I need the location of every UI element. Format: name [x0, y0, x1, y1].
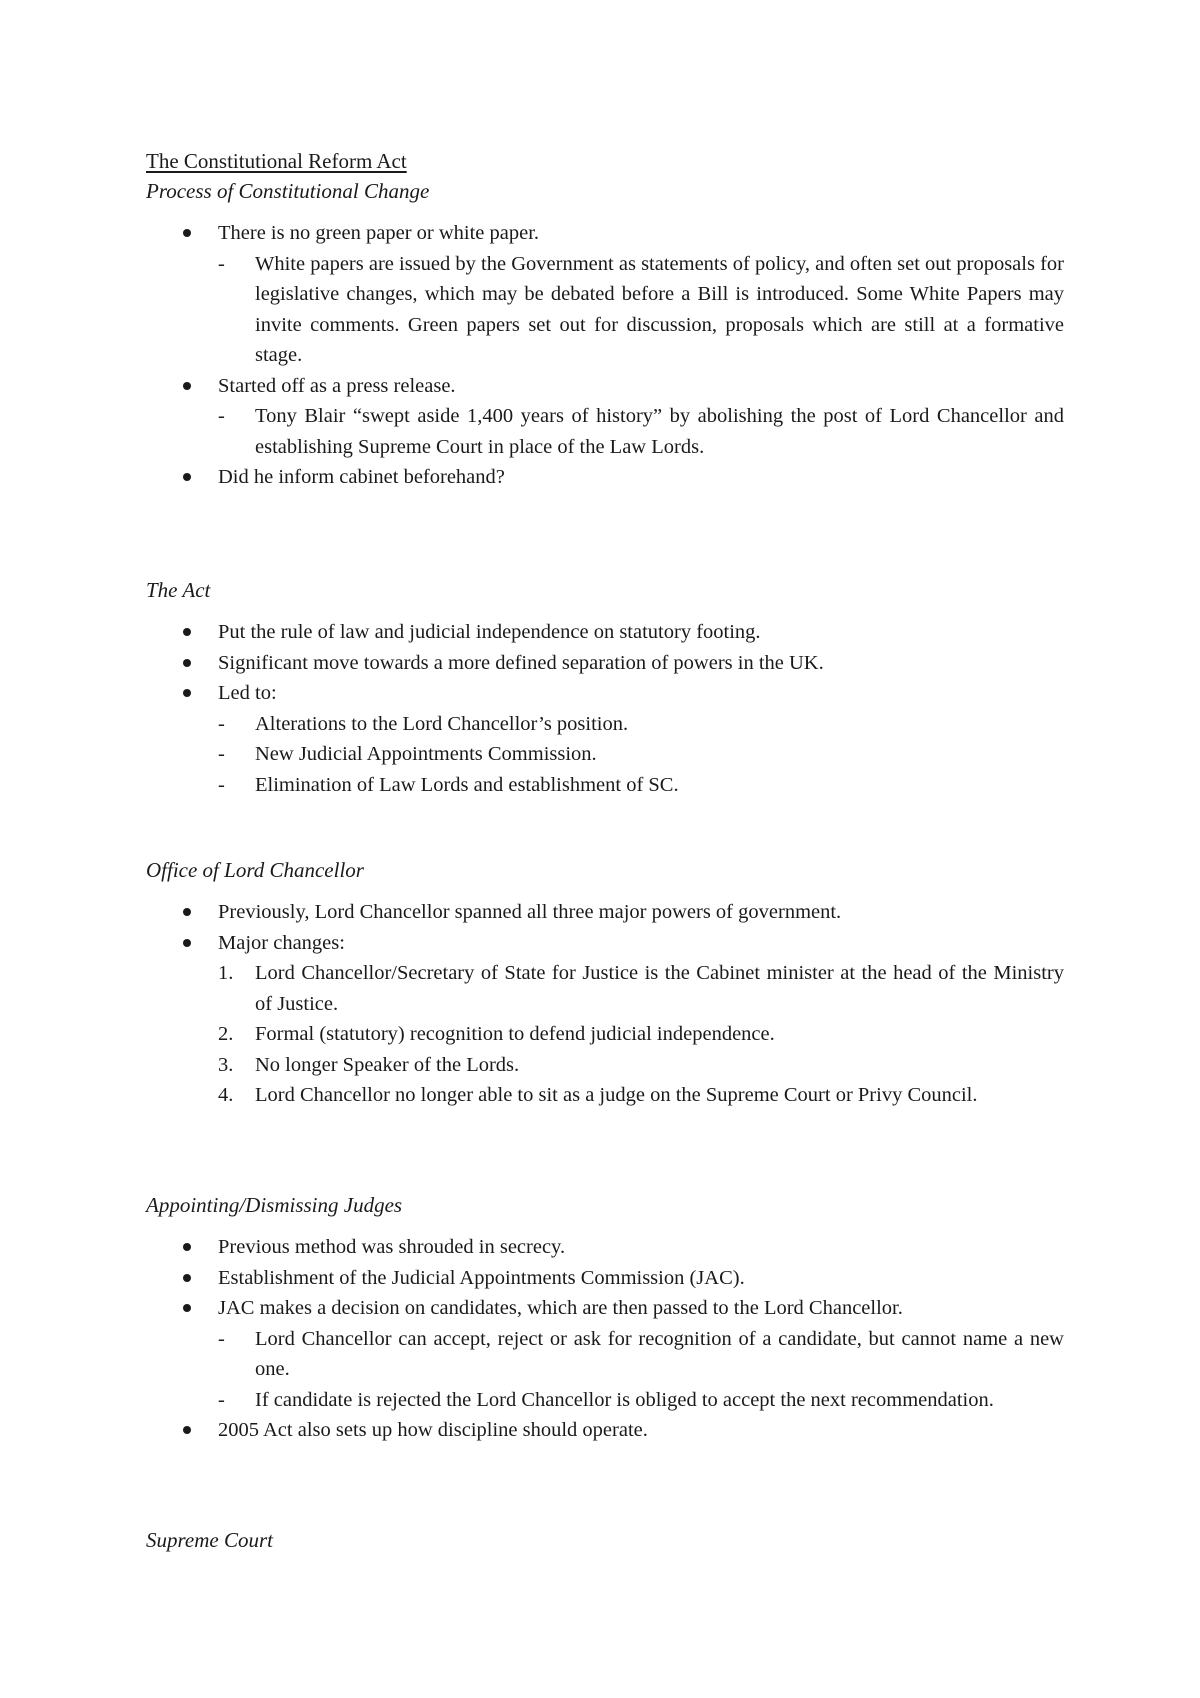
section-the-act	[146, 575, 1064, 800]
bullet-item	[146, 678, 1064, 800]
bullet-icon	[183, 659, 191, 667]
section-heading: Supreme Court	[146, 1528, 273, 1552]
bullet-icon	[183, 229, 191, 237]
number-marker: 4.	[218, 1084, 234, 1106]
dash-text: Lord Chancellor can accept, reject or ask for recognition of a candidate, but cannot name a new one.	[255, 1327, 1064, 1380]
dash-marker: -	[218, 1388, 225, 1411]
dash-list	[218, 249, 1064, 371]
number-marker: 2.	[218, 1023, 234, 1045]
dash-item	[146, 401, 1064, 462]
bullet-item	[146, 1263, 1064, 1294]
bullet-icon	[183, 1274, 191, 1282]
number-marker: 1.	[218, 962, 234, 984]
numbered-text: Lord Chancellor/Secretary of State for Justice is the Cabinet minister at the head of the Ministry of Justice.	[255, 962, 1064, 1015]
bullet-text: Started off as a press release.	[218, 374, 456, 397]
bullet-item	[146, 928, 1064, 1111]
section-appointing-judges	[146, 1190, 1064, 1446]
dash-text: New Judicial Appointments Commission.	[255, 743, 597, 765]
section-heading: Appointing/Dismissing Judges	[146, 1193, 403, 1217]
numbered-list	[218, 958, 1064, 1111]
dash-marker: -	[218, 712, 225, 735]
section-process	[146, 176, 1064, 493]
dash-list	[218, 1324, 1064, 1416]
bullet-item	[146, 1232, 1064, 1263]
dash-item	[146, 1324, 1064, 1385]
numbered-text: No longer Speaker of the Lords.	[255, 1053, 520, 1076]
bullet-item	[146, 1293, 1064, 1415]
section-heading: Office of Lord Chancellor	[146, 858, 364, 882]
dash-item	[146, 770, 1064, 801]
bullet-item	[146, 648, 1064, 679]
bullet-icon	[183, 473, 191, 481]
number-marker: 3.	[218, 1053, 234, 1076]
dash-text: Tony Blair “swept aside 1,400 years of history” by abolishing the post of Lord Chancellor and establishing Supreme Court in place of the Law Lords.	[255, 405, 1064, 458]
dash-text: If candidate is rejected the Lord Chancellor is obliged to accept the next recommendation.	[255, 1388, 994, 1411]
bullet-list	[146, 218, 1064, 493]
dash-text: Alterations to the Lord Chancellor’s position.	[255, 712, 629, 735]
dash-marker: -	[218, 1327, 225, 1350]
bullet-icon	[183, 1243, 191, 1251]
bullet-text: Major changes:	[218, 931, 345, 954]
bullet-text: There is no green paper or white paper.	[218, 222, 540, 244]
bullet-icon	[183, 1426, 191, 1434]
bullet-text: JAC makes a decision on candidates, which are then passed to the Lord Chancellor.	[218, 1297, 903, 1319]
bullet-item	[146, 462, 1064, 493]
dash-text: White papers are issued by the Government as statements of policy, and often set out proposals for legislative changes, which may be debated before a Bill is introduced. Some White Papers may invite comments. Green papers set out for discussion, proposals which are still at a formative stage.	[255, 252, 1064, 366]
bullet-text: Significant move towards a more defined separation of powers in the UK.	[218, 651, 824, 674]
bullet-text: Previously, Lord Chancellor spanned all three major powers of government.	[218, 901, 842, 923]
dash-item	[146, 709, 1064, 740]
bullet-icon	[183, 382, 191, 390]
bullet-list	[146, 617, 1064, 800]
bullet-icon	[183, 1304, 191, 1312]
dash-marker: -	[218, 405, 225, 427]
bullet-text: Establishment of the Judicial Appointments Commission (JAC).	[218, 1266, 745, 1289]
dash-list	[218, 401, 1064, 462]
dash-item	[146, 739, 1064, 770]
dash-item	[146, 249, 1064, 371]
bullet-item	[146, 1415, 1064, 1446]
numbered-text: Lord Chancellor no longer able to sit as a judge on the Supreme Court or Privy Council.	[255, 1084, 978, 1106]
bullet-item	[146, 617, 1064, 648]
bullet-list	[146, 897, 1064, 1111]
dash-marker: -	[218, 743, 225, 765]
section-lord-chancellor	[146, 855, 1064, 1111]
bullet-text: 2005 Act also sets up how discipline should operate.	[218, 1419, 648, 1441]
bullet-text: Previous method was shrouded in secrecy.	[218, 1236, 566, 1258]
bullet-icon	[183, 689, 191, 697]
numbered-text: Formal (statutory) recognition to defend judicial independence.	[255, 1023, 775, 1045]
numbered-item	[146, 1050, 1064, 1081]
numbered-item	[146, 1019, 1064, 1050]
bullet-text: Did he inform cabinet beforehand?	[218, 466, 505, 488]
bullet-item	[146, 897, 1064, 928]
document-title: The Constitutional Reform Act	[146, 149, 407, 173]
section-heading: The Act	[146, 578, 211, 602]
bullet-item	[146, 371, 1064, 463]
bullet-text: Put the rule of law and judicial independence on statutory footing.	[218, 621, 761, 643]
numbered-item	[146, 958, 1064, 1019]
bullet-text: Led to:	[218, 682, 277, 704]
dash-text: Elimination of Law Lords and establishment of SC.	[255, 773, 679, 796]
bullet-icon	[183, 908, 191, 916]
dash-list	[218, 709, 1064, 801]
bullet-item	[146, 218, 1064, 371]
bullet-icon	[183, 628, 191, 636]
bullet-list	[146, 1232, 1064, 1446]
dash-marker: -	[218, 252, 225, 275]
section-supreme-court	[146, 1525, 1064, 1567]
numbered-item	[146, 1080, 1064, 1111]
dash-item	[146, 1385, 1064, 1416]
dash-marker: -	[218, 773, 225, 796]
bullet-icon	[183, 939, 191, 947]
section-heading: Process of Constitutional Change	[146, 179, 430, 203]
